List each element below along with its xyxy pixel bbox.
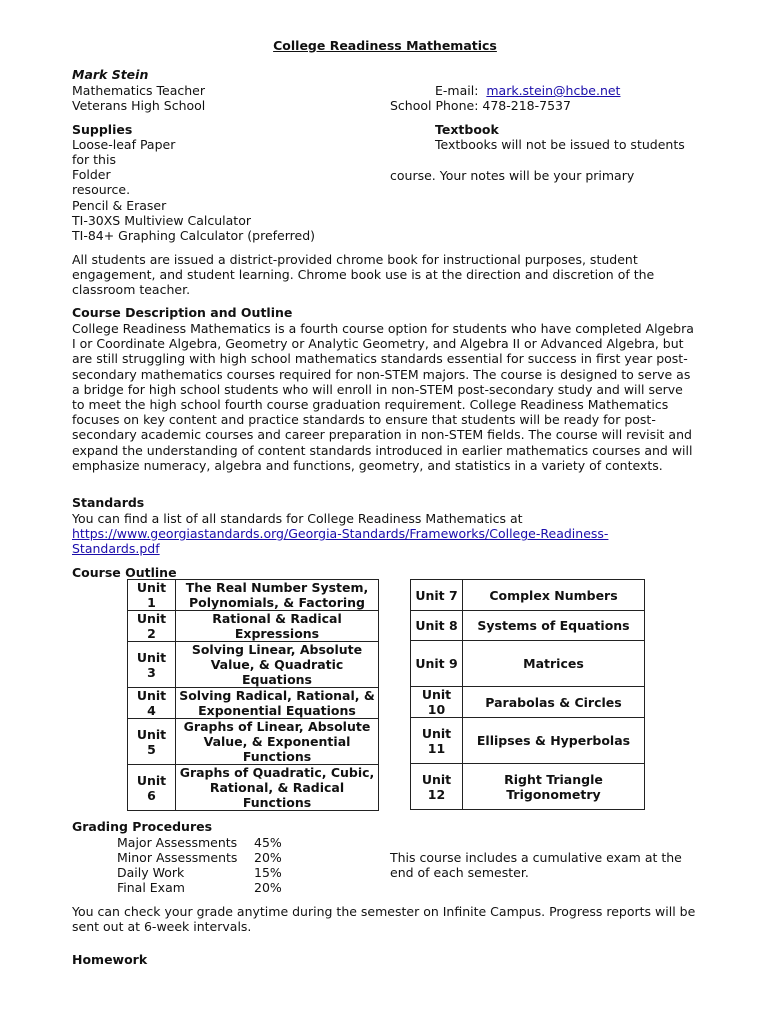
textbook-heading: Textbook <box>435 122 499 137</box>
supply-item: Pencil & Eraser <box>72 198 167 213</box>
unit-row <box>128 765 379 811</box>
supplies-heading: Supplies <box>72 122 133 137</box>
unit-label: Unit 7 <box>411 580 463 611</box>
unit-label: Unit 12 <box>411 764 463 810</box>
unit-row <box>411 611 645 641</box>
unit-label: Unit 6 <box>128 765 176 811</box>
unit-row <box>411 580 645 611</box>
grade-check-paragraph: You can check your grade anytime during the semester on Infinite Campus. Progress reports will be sent out at 6-week intervals. <box>72 904 696 935</box>
teacher-role: Mathematics Teacher <box>72 83 206 98</box>
unit-row <box>128 580 379 611</box>
unit-label: Unit 1 <box>128 580 176 611</box>
unit-topic: Complex Numbers <box>463 580 645 611</box>
standards-text: You can find a list of all standards for College Readiness Mathematics at <box>72 511 523 526</box>
email-link[interactable]: mark.stein@hcbe.net <box>486 83 621 98</box>
email-label: E-mail: <box>435 83 479 98</box>
unit-topic: Parabolas & Circles <box>463 687 645 718</box>
unit-row <box>128 611 379 642</box>
unit-topic: Solving Radical, Rational, & Exponential Equations <box>176 688 379 719</box>
course-description-heading: Course Description and Outline <box>72 305 293 320</box>
standards-link-line1[interactable]: https://www.georgiastandards.org/Georgia-Standards/Frameworks/College-Readiness- <box>72 526 609 541</box>
unit-label: Unit 8 <box>411 611 463 641</box>
unit-topic: Rational & Radical Expressions <box>176 611 379 642</box>
grading-value: 20% <box>254 880 282 895</box>
email-line <box>435 83 620 98</box>
school-phone: School Phone: 478-218-7537 <box>390 98 571 113</box>
unit-label: Unit 5 <box>128 719 176 765</box>
unit-label: Unit 9 <box>411 641 463 687</box>
supply-item: Loose-leaf Paper <box>72 137 176 152</box>
supply-item: Folder <box>72 167 111 182</box>
course-outline-heading: Course Outline <box>72 565 177 580</box>
grading-value: 45% <box>254 835 282 850</box>
grading-label: Final Exam <box>117 880 185 895</box>
unit-row <box>411 718 645 764</box>
textbook-text-2: course. Your notes will be your primary <box>390 168 635 183</box>
course-description-text: College Readiness Mathematics is a fourth course option for students who have completed Algebra I or Coordinate Algebra, Geometry or Analytic Geometry, and Algebra II or Advanced Algebra, but are still struggling with high school mathematics standards essential for success in first year post-secondary mathematics courses required for non-STEM majors. The course is designed to serve as a bridge for high school students who will enroll in non-STEM post-secondary study and will serve to meet the high school fourth course graduation requirement. College Readiness Mathematics focuses on key content and practice standards to ensure that students will be ready for post-secondary academic courses and career preparation in non-STEM fields. The course will revisit and expand the understanding of content standards introduced in earlier mathematics courses and will emphasize numeracy, algebra and functions, geometry, and statistics in a variety of contexts. <box>72 321 694 473</box>
unit-topic: Graphs of Quadratic, Cubic, Rational, & Radical Functions <box>176 765 379 811</box>
teacher-name: Mark Stein <box>72 67 149 82</box>
unit-topic: Systems of Equations <box>463 611 645 641</box>
unit-topic: Matrices <box>463 641 645 687</box>
standards-heading: Standards <box>72 495 145 510</box>
homework-heading: Homework <box>72 952 148 967</box>
unit-label: Unit 11 <box>411 718 463 764</box>
unit-label: Unit 3 <box>128 642 176 688</box>
unit-row <box>128 688 379 719</box>
standards-link-line2[interactable]: Standards.pdf <box>72 541 160 556</box>
grading-value: 15% <box>254 865 282 880</box>
unit-label: Unit 2 <box>128 611 176 642</box>
grading-value: 20% <box>254 850 282 865</box>
supply-item: TI-30XS Multiview Calculator <box>72 213 251 228</box>
page-title: College Readiness Mathematics <box>273 38 497 53</box>
teacher-school: Veterans High School <box>72 98 206 113</box>
supply-item: for this <box>72 152 116 167</box>
textbook-text-1: Textbooks will not be issued to students <box>435 137 685 152</box>
unit-topic: Solving Linear, Absolute Value, & Quadratic Equations <box>176 642 379 688</box>
unit-row <box>411 641 645 687</box>
units-table-left <box>127 579 379 811</box>
unit-row <box>128 719 379 765</box>
grading-label: Minor Assessments <box>117 850 238 865</box>
supply-item: TI-84+ Graphing Calculator (preferred) <box>72 228 316 243</box>
unit-row <box>128 642 379 688</box>
grading-heading: Grading Procedures <box>72 819 213 834</box>
supply-item: resource. <box>72 182 131 197</box>
unit-row <box>411 764 645 810</box>
grading-label: Major Assessments <box>117 835 238 850</box>
unit-topic: Ellipses & Hyperbolas <box>463 718 645 764</box>
chromebook-paragraph: All students are issued a district-provided chrome book for instructional purposes, student engagement, and student learning. Chrome book use is at the direction and discretion of the classroom teacher. <box>72 252 655 298</box>
unit-row <box>411 687 645 718</box>
exam-note: This course includes a cumulative exam at the end of each semester. <box>390 850 682 881</box>
unit-label: Unit 10 <box>411 687 463 718</box>
grading-label: Daily Work <box>117 865 185 880</box>
unit-label: Unit 4 <box>128 688 176 719</box>
units-table-right <box>410 579 645 810</box>
unit-topic: The Real Number System, Polynomials, & Factoring <box>176 580 379 611</box>
unit-topic: Right Triangle Trigonometry <box>463 764 645 810</box>
unit-topic: Graphs of Linear, Absolute Value, & Exponential Functions <box>176 719 379 765</box>
